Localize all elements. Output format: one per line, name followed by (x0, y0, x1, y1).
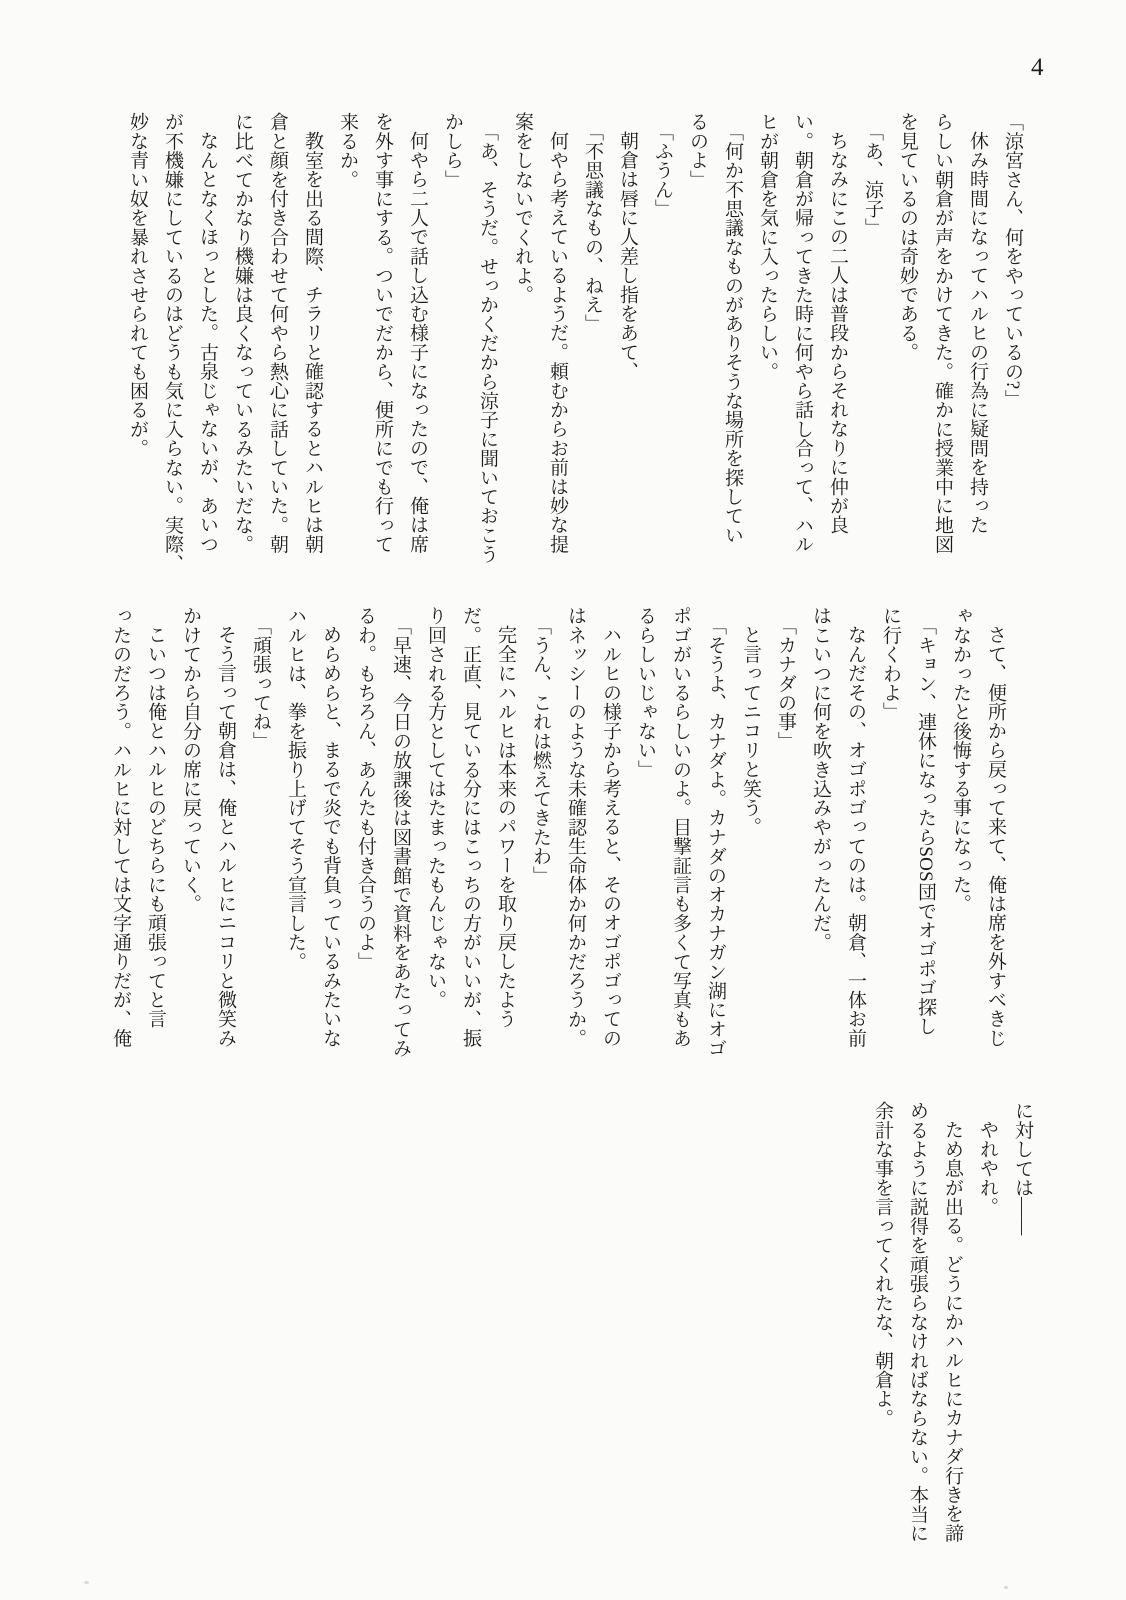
page-number: 4 (1031, 54, 1044, 81)
text-column: 朝倉は唇に人差し指をあて、 (617, 131, 638, 381)
text-column: 何やら考えているようだ。頼むからお前は妙な提 (547, 131, 568, 554)
text-column: 余計な事を言ってくれたな、朝倉よ。 (872, 1101, 893, 1428)
text-column: やれやれ。 (977, 1120, 998, 1216)
text-column: を外す事にする。ついでだから、便所にでも行って (372, 112, 393, 554)
text-column: 「何か不思議なものがありそうな場所を探してい (722, 122, 743, 545)
text-column: 「カナダの事」 (775, 616, 796, 751)
text-column: に比べてかなり機嫌は良くなっているみたいだな。 (232, 112, 253, 554)
text-column: 来るか。 (337, 112, 358, 189)
text-column: なんとなくほっとした。古泉じゃないが、あいつ (197, 131, 218, 554)
text-column: めらめらと、まるで炎でも背負っているみたいな (320, 625, 341, 1048)
text-column: が不機嫌にしているのはどうも気に入らない。実際、 (162, 112, 183, 573)
text-column: に行くわよ」 (880, 606, 901, 722)
text-column: ゃなかったと後悔する事になった。 (950, 606, 971, 914)
text-column: めるように説得を頑張らなければならない。本当に (907, 1101, 928, 1543)
text-column: 案をしないでくれよ。 (512, 112, 533, 304)
text-column: 「あ、涼子」 (862, 122, 883, 238)
text-column: と言ってニコリと笑う。 (740, 625, 761, 837)
text-column: 「涼宮さん、何をやっているの?」 (1002, 112, 1023, 409)
text-column: さて、便所から戻って来て、俺は席を外すべきじ (985, 625, 1006, 1048)
text-band-top (120, 112, 1030, 582)
text-column: 倉と顔を付き合わせて何やら熱心に話していた。朝 (267, 112, 288, 554)
text-column: ため息が出る。どうにかハルヒにカナダ行きを諦 (942, 1120, 963, 1543)
text-column: ハルヒは、拳を振り上げてそう宣言した。 (285, 606, 306, 971)
text-column: るわ。もちろん、あんたも付き合うのよ」 (355, 606, 376, 971)
text-column: らしい朝倉が声をかけてきた。確かに授業中に地図 (932, 112, 953, 554)
text-column: 「あ、そうだ。せっかくだから涼子に聞いておこう (477, 122, 498, 565)
text-column: 「キョン、連休になったらSOS団でオゴポゴ探し (915, 616, 936, 1036)
text-column: 「不思議なもの、ねえ」 (582, 122, 603, 334)
text-column: ヒが朝倉を気に入ったらしい。 (757, 112, 778, 381)
text-column: はこいつに何を吹き込みやがったんだ。 (810, 606, 831, 952)
text-column: だ。正直、見ている分にはこっちの方がいいが、振 (460, 606, 481, 1048)
text-column: ったのだろう。ハルヒに対しては文字通りだが、俺 (110, 606, 131, 1048)
text-column: るらしいじゃない」 (635, 606, 656, 779)
scan-speck (84, 1581, 89, 1584)
text-column: 何やら二人で話し込む様子になったので、俺は席 (407, 131, 428, 554)
text-band-middle (103, 606, 1013, 1068)
text-column: なんだその、オゴポゴってのは。朝倉、一体お前 (845, 625, 866, 1048)
text-column: ポゴがいるらしいのよ。目撃証言も多くて写真もあ (670, 606, 691, 1048)
text-column: 「早速、今日の放課後は図書館で資料をあたってみ (390, 616, 411, 1059)
text-column: り回される方としてはたまったもんじゃない。 (425, 606, 446, 1010)
text-band-bottom (865, 1101, 1040, 1563)
text-column: こいつは俺とハルヒのどちらにも頑張ってと言 (145, 625, 166, 1029)
text-column: 「頑張ってね」 (250, 616, 271, 751)
text-column: 完全にハルヒは本来のパワーを取り戻したよう (495, 625, 516, 1029)
text-column: を見ているのは奇妙である。 (897, 112, 918, 362)
text-column: ハルヒの様子から考えると、そのオゴポゴっての (600, 625, 621, 1048)
text-column: 教室を出る間際、チラリと確認するとハルヒは朝 (302, 131, 323, 554)
text-column: ちなみにこの二人は普段からそれなりに仲が良 (827, 131, 848, 535)
text-column: 「うん、これは燃えてきたわ」 (530, 616, 551, 886)
scan-speck (1004, 1586, 1008, 1589)
text-column: い。朝倉が帰ってきた時に何やら話し合って、ハル (792, 112, 813, 554)
text-column: 「ふうん」 (652, 122, 673, 219)
text-column: 休み時間になってハルヒの行為に疑問を持った (967, 131, 988, 535)
text-column: はネッシーのような未確認生命体か何かだろうか。 (565, 606, 586, 1048)
text-column: に対しては―― (1012, 1101, 1033, 1236)
text-column: かけてから自分の席に戻っていく。 (180, 606, 201, 914)
text-column: るのよ」 (687, 112, 708, 189)
text-column: 妙な青い奴を暴れさせられても困るが。 (127, 112, 148, 458)
text-column: そう言って朝倉は、俺とハルヒにニコリと微笑み (215, 625, 236, 1048)
text-column: 「そうよ、カナダよ。カナダのオカナガン湖にオゴ (705, 616, 726, 1059)
text-column: かしら」 (442, 112, 463, 189)
